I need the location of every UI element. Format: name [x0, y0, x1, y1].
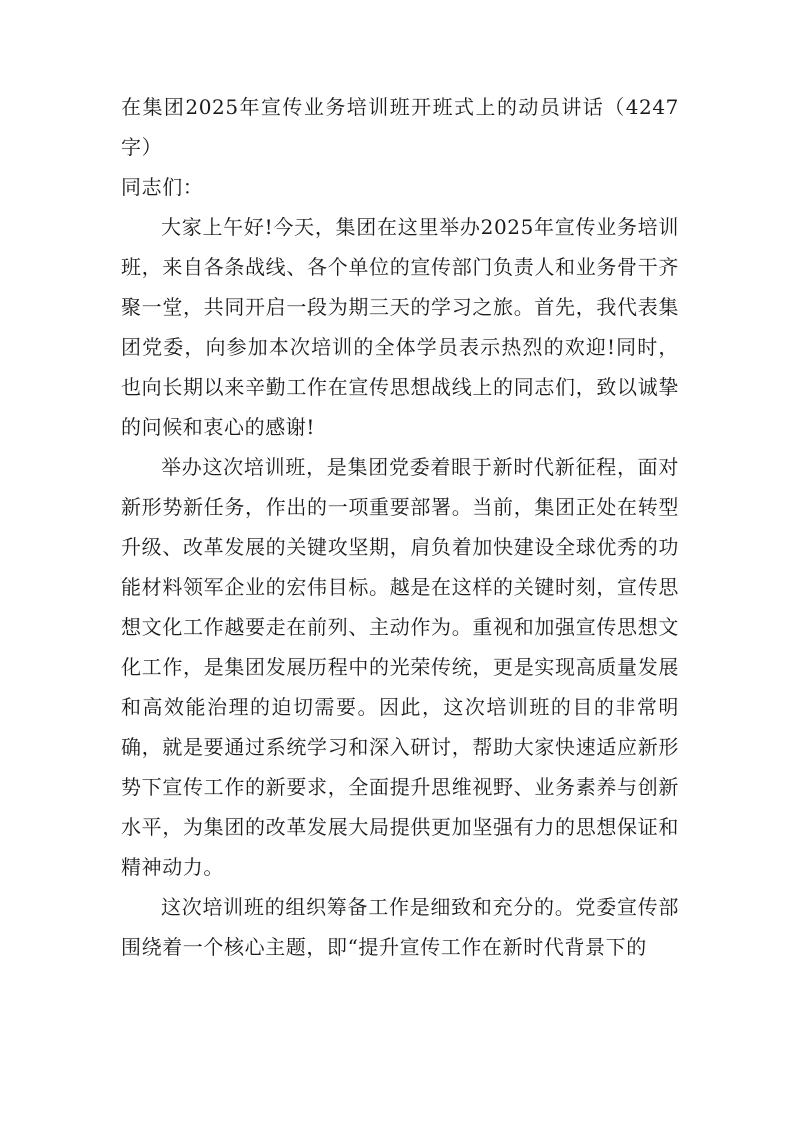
- speech-title: 在集团2025年宣传业务培训班开班式上的动员讲话（4247字）: [121, 95, 679, 159]
- greeting: 同志们：: [121, 175, 204, 199]
- paragraph-purpose: 举办这次培训班，是集团党委着眼于新时代新征程，面对新形势新任务，作出的一项重要部署。当前，集团正处在转型升级、改革发展的关键攻坚期，肩负着加快建设全球优秀的功能材料领军企业的宏伟目标。越是在这样的关键时刻，宣传思想文化工作越要走在前列、主动作为。重视和加强宣传思想文化工作，是集团发展历程中的光荣传统，更是实现高质量发展和高效能治理的迫切需要。因此，这次培训班的目的非常明确，就是要通过系统学习和深入研讨，帮助大家快速适应新形势下宣传工作的新要求，全面提升思维视野、业务素养与创新水平，为集团的改革发展大局提供更加坚强有力的思想保证和精神动力。: [121, 455, 679, 879]
- paragraph-welcome: 大家上午好!今天，集团在这里举办2025年宣传业务培训班，来自各条战线、各个单位的宣传部门负责人和业务骨干齐聚一堂，共同开启一段为期三天的学习之旅。首先，我代表集团党委，向参加本次培训的全体学员表示热烈的欢迎!同时，也向长期以来辛勤工作在宣传思想战线上的同志们，致以诚挚的问候和衷心的感谢!: [121, 215, 679, 439]
- paragraph-preparation: 这次培训班的组织筹备工作是细致和充分的。党委宣传部围绕着一个核心主题，即“提升宣传工作在新时代背景下的: [121, 895, 679, 959]
- document-body: [121, 87, 679, 967]
